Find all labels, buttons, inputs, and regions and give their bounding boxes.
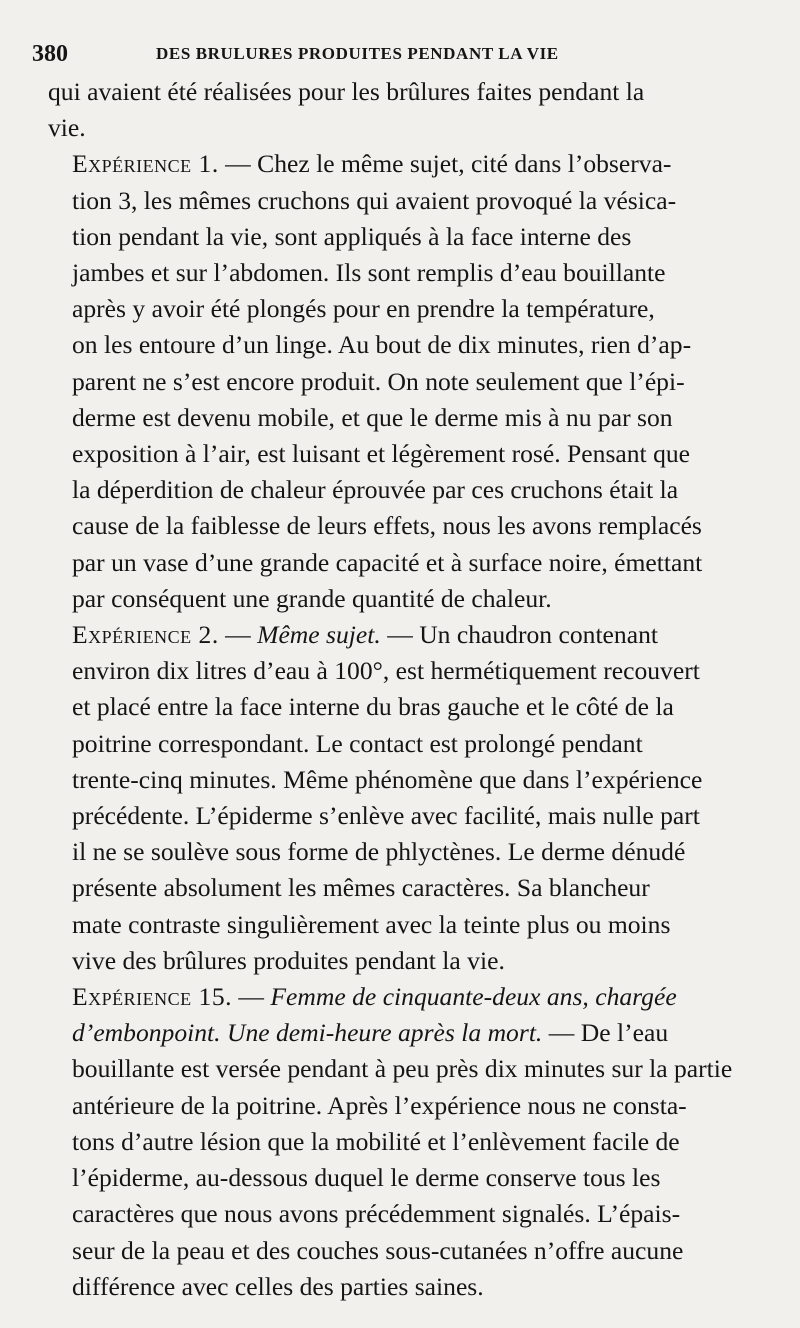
text-line: antérieure de la poitrine. Après l’expérience nous ne consta- xyxy=(72,1090,687,1120)
text-line: seur de la peau et des couches sous-cutanées n’offre aucune xyxy=(72,1235,684,1265)
text-line: vie. xyxy=(48,113,86,143)
text-line: parent ne s’est encore produit. On note seulement que l’épi- xyxy=(72,366,685,396)
text-line: différence avec celles des parties saines. xyxy=(72,1271,484,1301)
text-fragment: — Chez le même sujet, cité dans l’observa- xyxy=(218,149,672,179)
text-line xyxy=(48,1015,752,1051)
text-line: Expérience 2. — Même sujet. — Un chaudron contenant xyxy=(72,620,658,650)
text-line: la déperdition de chaleur éprouvée par ces cruchons était la xyxy=(72,475,679,505)
text-fragment: — De l’eau xyxy=(542,1018,669,1048)
text-line: par un vase d’une grande capacité et à surface noire, émettant xyxy=(72,547,703,577)
text-line: trente-cinq minutes. Même phénomène que dans l’expérience xyxy=(72,764,703,794)
text-line xyxy=(48,146,752,182)
text-line: exposition à l’air, est luisant et légèrement rosé. Pensant que xyxy=(72,439,691,469)
text-line: derme est devenu mobile, et que le derme mis à nu par son xyxy=(72,402,673,432)
paragraph-experience-2 xyxy=(48,617,752,979)
text-line: tion pendant la vie, sont appliqués à la face interne des xyxy=(72,221,632,251)
running-head: DES BRULURES PRODUITES PENDANT LA VIE xyxy=(156,44,559,63)
paragraph-intro xyxy=(48,74,752,146)
subject-italic: d’embonpoint. Une demi-heure après la mort. xyxy=(72,1018,543,1048)
text-line: poitrine correspondant. Le contact est prolongé pendant xyxy=(72,728,643,758)
subject-italic: Femme de cinquante-deux ans, chargée xyxy=(270,982,677,1012)
text-line: vive des brûlures produites pendant la vie. xyxy=(72,945,505,975)
text-line: cause de la faiblesse de leurs effets, nous les avons remplacés xyxy=(72,511,702,541)
paragraph-experience-1 xyxy=(48,146,752,617)
text-line: tons d’autre lésion que la mobilité et l’enlèvement facile de xyxy=(72,1126,680,1156)
text-line: après y avoir été plongés pour en prendre la température, xyxy=(72,294,655,324)
text-line: jambes et sur l’abdomen. Ils sont remplis d’eau bouillante xyxy=(72,258,666,288)
paragraph-experience-15 xyxy=(48,979,752,1305)
subject-italic: Même sujet. xyxy=(257,620,381,650)
text-line: on les entoure d’un linge. Au bout de dix minutes, rien d’ap- xyxy=(72,330,692,360)
text-line: mate contraste singulièrement avec la teinte plus ou moins xyxy=(72,909,671,939)
page-header xyxy=(32,34,752,74)
experience-label: Expérience 1. xyxy=(72,149,219,179)
page-body xyxy=(48,74,752,1305)
text-line: il ne se soulève sous forme de phlyctènes. Le derme dénudé xyxy=(72,837,686,867)
page-number: 380 xyxy=(32,41,68,67)
experience-label: Expérience 15. xyxy=(72,982,233,1012)
text-line: Expérience 15. — Femme de cinquante-deux ans, chargée xyxy=(72,982,677,1012)
text-line: et placé entre la face interne du bras gauche et le côté de la xyxy=(72,692,674,722)
text-fragment: — Un chaudron contenant xyxy=(380,620,658,650)
text-line: l’épiderme, au-dessous duquel le derme conserve tous les xyxy=(72,1163,661,1193)
text-line: présente absolument les mêmes caractères. Sa blancheur xyxy=(72,873,650,903)
text-line: précédente. L’épiderme s’enlève avec facilité, mais nulle part xyxy=(72,801,700,831)
text-line: qui avaient été réalisées pour les brûlures faites pendant la xyxy=(48,77,645,106)
experience-label: Expérience 2. xyxy=(72,620,219,650)
text-line: tion 3, les mêmes cruchons qui avaient provoqué la vésica- xyxy=(72,185,677,215)
text-line: par conséquent une grande quantité de chaleur. xyxy=(72,583,552,613)
text-line: caractères que nous avons précédemment signalés. L’épais- xyxy=(72,1199,681,1229)
text-line: bouillante est versée pendant à peu près dix minutes sur la partie xyxy=(72,1054,733,1084)
text-line: environ dix litres d’eau à 100°, est hermétiquement recouvert xyxy=(72,656,700,686)
